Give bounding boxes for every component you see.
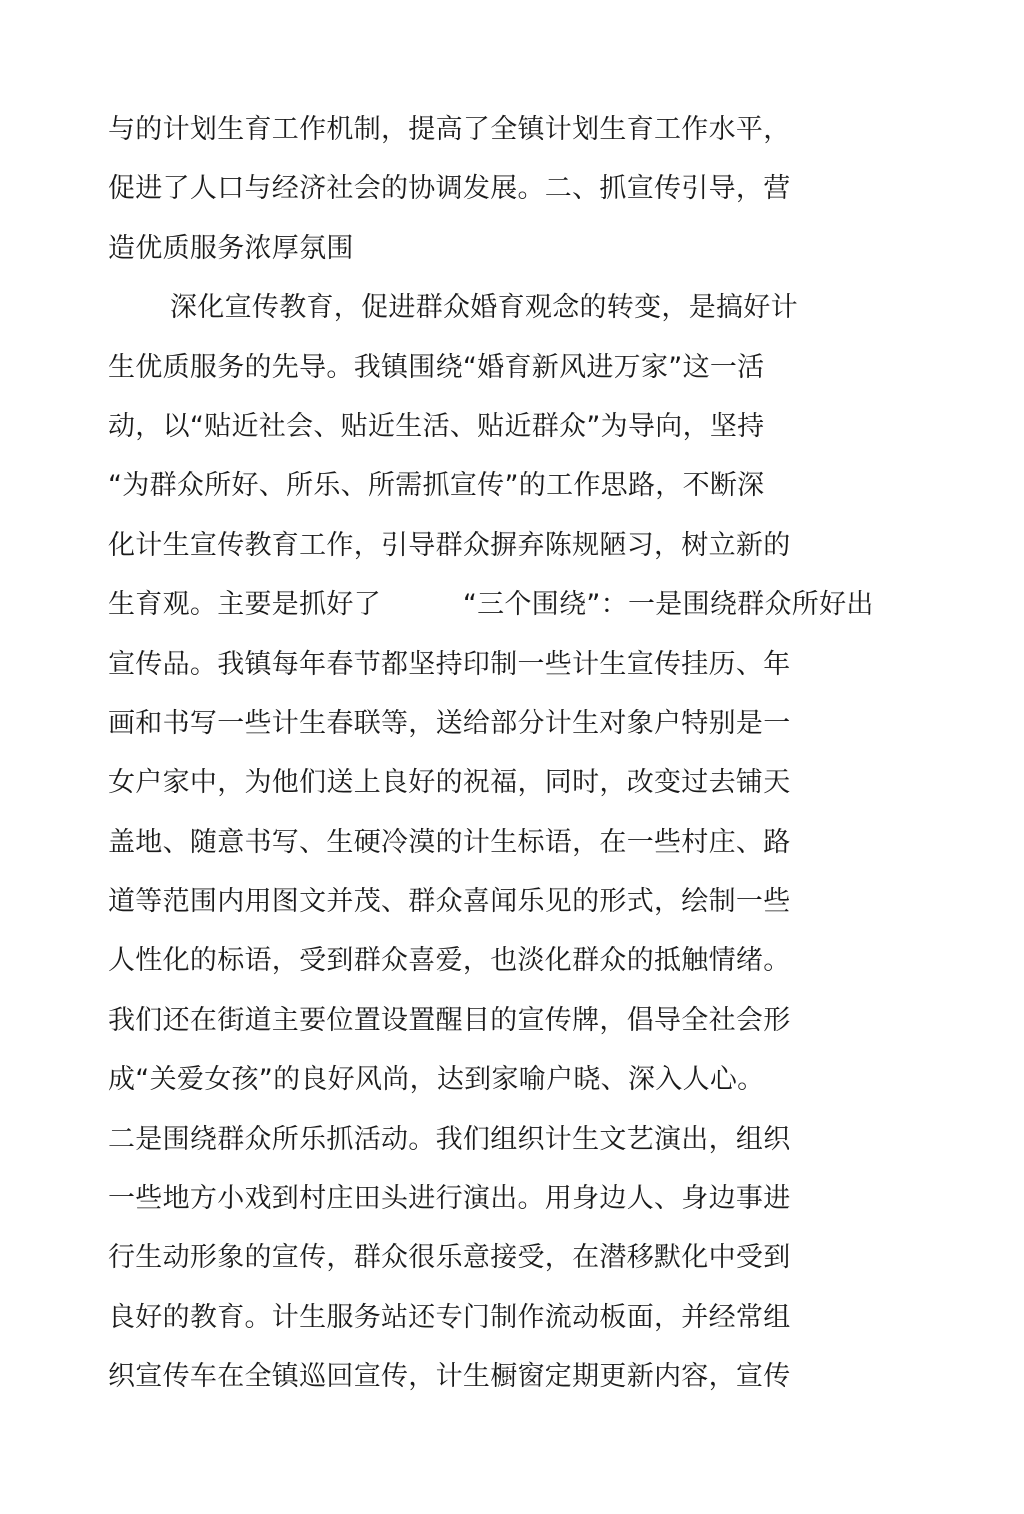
body-text	[108, 100, 938, 1407]
text-line: 织宣传车在全镇巡回宣传，计生橱窗定期更新内容，宣传	[108, 1361, 791, 1393]
text-line: 宣传品。我镇每年春节都坚持印制一些计生宣传挂历、年	[108, 648, 791, 680]
text-line: 二是围绕群众所乐抓活动。我们组织计生文艺演出，组织	[108, 1123, 791, 1155]
text-line: 生优质服务的先导。我镇围绕“婚育新风进万家”这一活	[108, 351, 765, 383]
text-line: “为群众所好、所乐、所需抓宣传”的工作思路，不断深	[108, 470, 765, 502]
text-line: 盖地、随意书写、生硬冷漠的计生标语，在一些村庄、路	[108, 826, 791, 858]
text-line: 造优质服务浓厚氛围	[108, 232, 354, 264]
text-line: 我们还在街道主要位置设置醒目的宣传牌，倡导全社会形	[108, 1004, 791, 1036]
text-line: 人性化的标语，受到群众喜爱，也淡化群众的抵触情绪。	[108, 945, 791, 977]
paragraph-first-line: 深化宣传教育，促进群众婚育观念的转变，是搞好计	[170, 292, 798, 324]
text-line: 生育观。主要是抓好了 “三个围绕”：一是围绕群众所好出	[108, 589, 874, 621]
text-line: 与的计划生育工作机制，提高了全镇计划生育工作水平，	[108, 114, 791, 145]
text-line: 促进了人口与经济社会的协调发展。二、抓宣传引导，营	[108, 173, 791, 205]
text-line: 一些地方小戏到村庄田头进行演出。用身边人、身边事进	[108, 1183, 791, 1215]
text-line: 女户家中，为他们送上良好的祝福，同时，改变过去铺天	[108, 767, 791, 799]
text-line: 动，以“贴近社会、贴近生活、贴近群众”为导向，坚持	[108, 410, 765, 442]
text-line: 成“关爱女孩”的良好风尚，达到家喻户晓、深入人心。	[108, 1064, 765, 1096]
text-line: 良好的教育。计生服务站还专门制作流动板面，并经常组	[108, 1301, 791, 1333]
text-line: 道等范围内用图文并茂、群众喜闻乐见的形式，绘制一些	[108, 886, 791, 918]
text-line: 画和书写一些计生春联等，送给部分计生对象户特别是一	[108, 707, 791, 739]
text-line: 化计生宣传教育工作，引导群众摒弃陈规陋习，树立新的	[108, 529, 791, 561]
text-line: 行生动形象的宣传，群众很乐意接受，在潜移默化中受到	[108, 1242, 791, 1274]
